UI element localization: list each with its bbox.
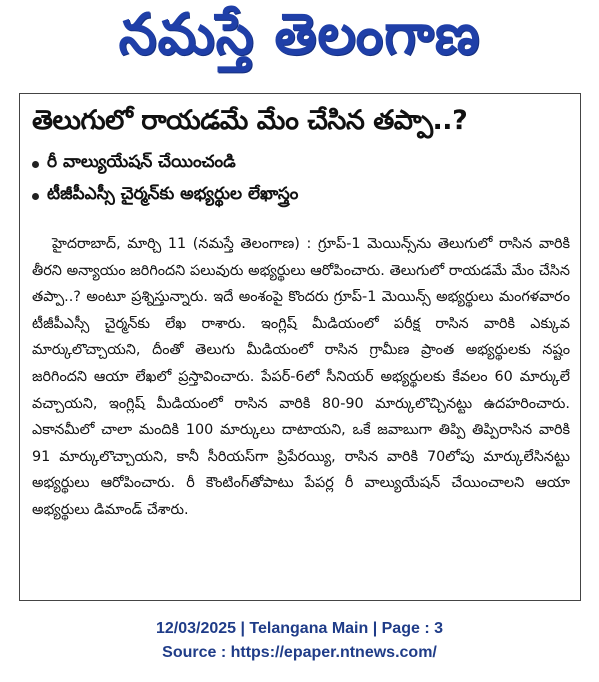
subhead-item <box>32 148 572 180</box>
article-clipping <box>19 93 581 601</box>
footer-date-edition: 12/03/2025 | Telangana Main | Page : 3 <box>155 620 443 637</box>
bullet-icon <box>32 193 39 200</box>
footer-source-link[interactable]: Source : https://epaper.ntnews.com/ <box>162 644 437 661</box>
article-body: హైదరాబాద్, మార్చి 11 (నమస్తే తెలంగాణ) : గ్రూప్-1 మెయిన్స్‌ను తెలుగులో రాసిన వారికి తీరని అన్యాయం జరిగిందని పలువురు అభ్యర్థులు ఆరోపించారు. తెలుగులో రాయడమే మేం చేసిన తప్పా..? అంటూ ప్రశ్నిస్తున్నారు. ఇదే అంశంపై కొందరు గ్రూప్-1 మెయిన్స్ అభ్యర్థులు మంగళవారం టీజీపీఎస్సీ చైర్మన్‌కు లేఖ రాశారు. ఇంగ్లిష్ మీడియంలో పరీక్ష రాసిన వారికి ఎక్కువ మార్కులొచ్చాయని, దీంతో తెలుగు మీడియంలో రాసిన గ్రామీణ ప్రాంత అభ్యర్థులకు నష్టం జరిగిందని ఆయా లేఖలో ప్రస్తావించారు. పేపర్-6లో సీనియర్ అభ్యర్థులకు కేవలం 60 మార్కులే వచ్చాయని, ఇంగ్లిష్ మీడియంలో రాసిన వారికి 80-90 మార్కులొచ్చినట్టు ఉదహరించారు. ఎకానమీలో చాలా మందికి 100 మార్కులు దాటాయని, ఒకే జవాబుగా తిప్పి తిప్పిరాసిన వారికి 91 మార్కులొచ్చాయని, కానీ సీరియస్‌గా ప్రిపేరయ్యి, రాసిన వారికి 70లోపు మార్కులేసినట్టు అభ్యర్థులు ఆరోపించారు. రీ కౌంటింగ్‌తోపాటు పేపర్ల రీ వాల్యుయేషన్ చేయించాలని ఆయా అభ్యర్థులు డిమాండ్ చేశారు. <box>32 236 570 518</box>
subhead-text: టీజీపీఎస్సీ చైర్మన్‌కు అభ్యర్థుల లేఖాస్త్రం <box>47 184 299 204</box>
subhead-text: రీ వాల్యుయేషన్ చేయించండి <box>47 152 236 172</box>
newspaper-logo: నమస్తే తెలంగాణ <box>118 0 481 67</box>
bullet-icon <box>32 161 39 168</box>
masthead <box>0 0 599 82</box>
article-subheads <box>32 148 572 212</box>
subhead-item <box>32 180 572 212</box>
article-headline: తెలుగులో రాయడమే మేం చేసిన తప్పా..? <box>32 105 468 136</box>
